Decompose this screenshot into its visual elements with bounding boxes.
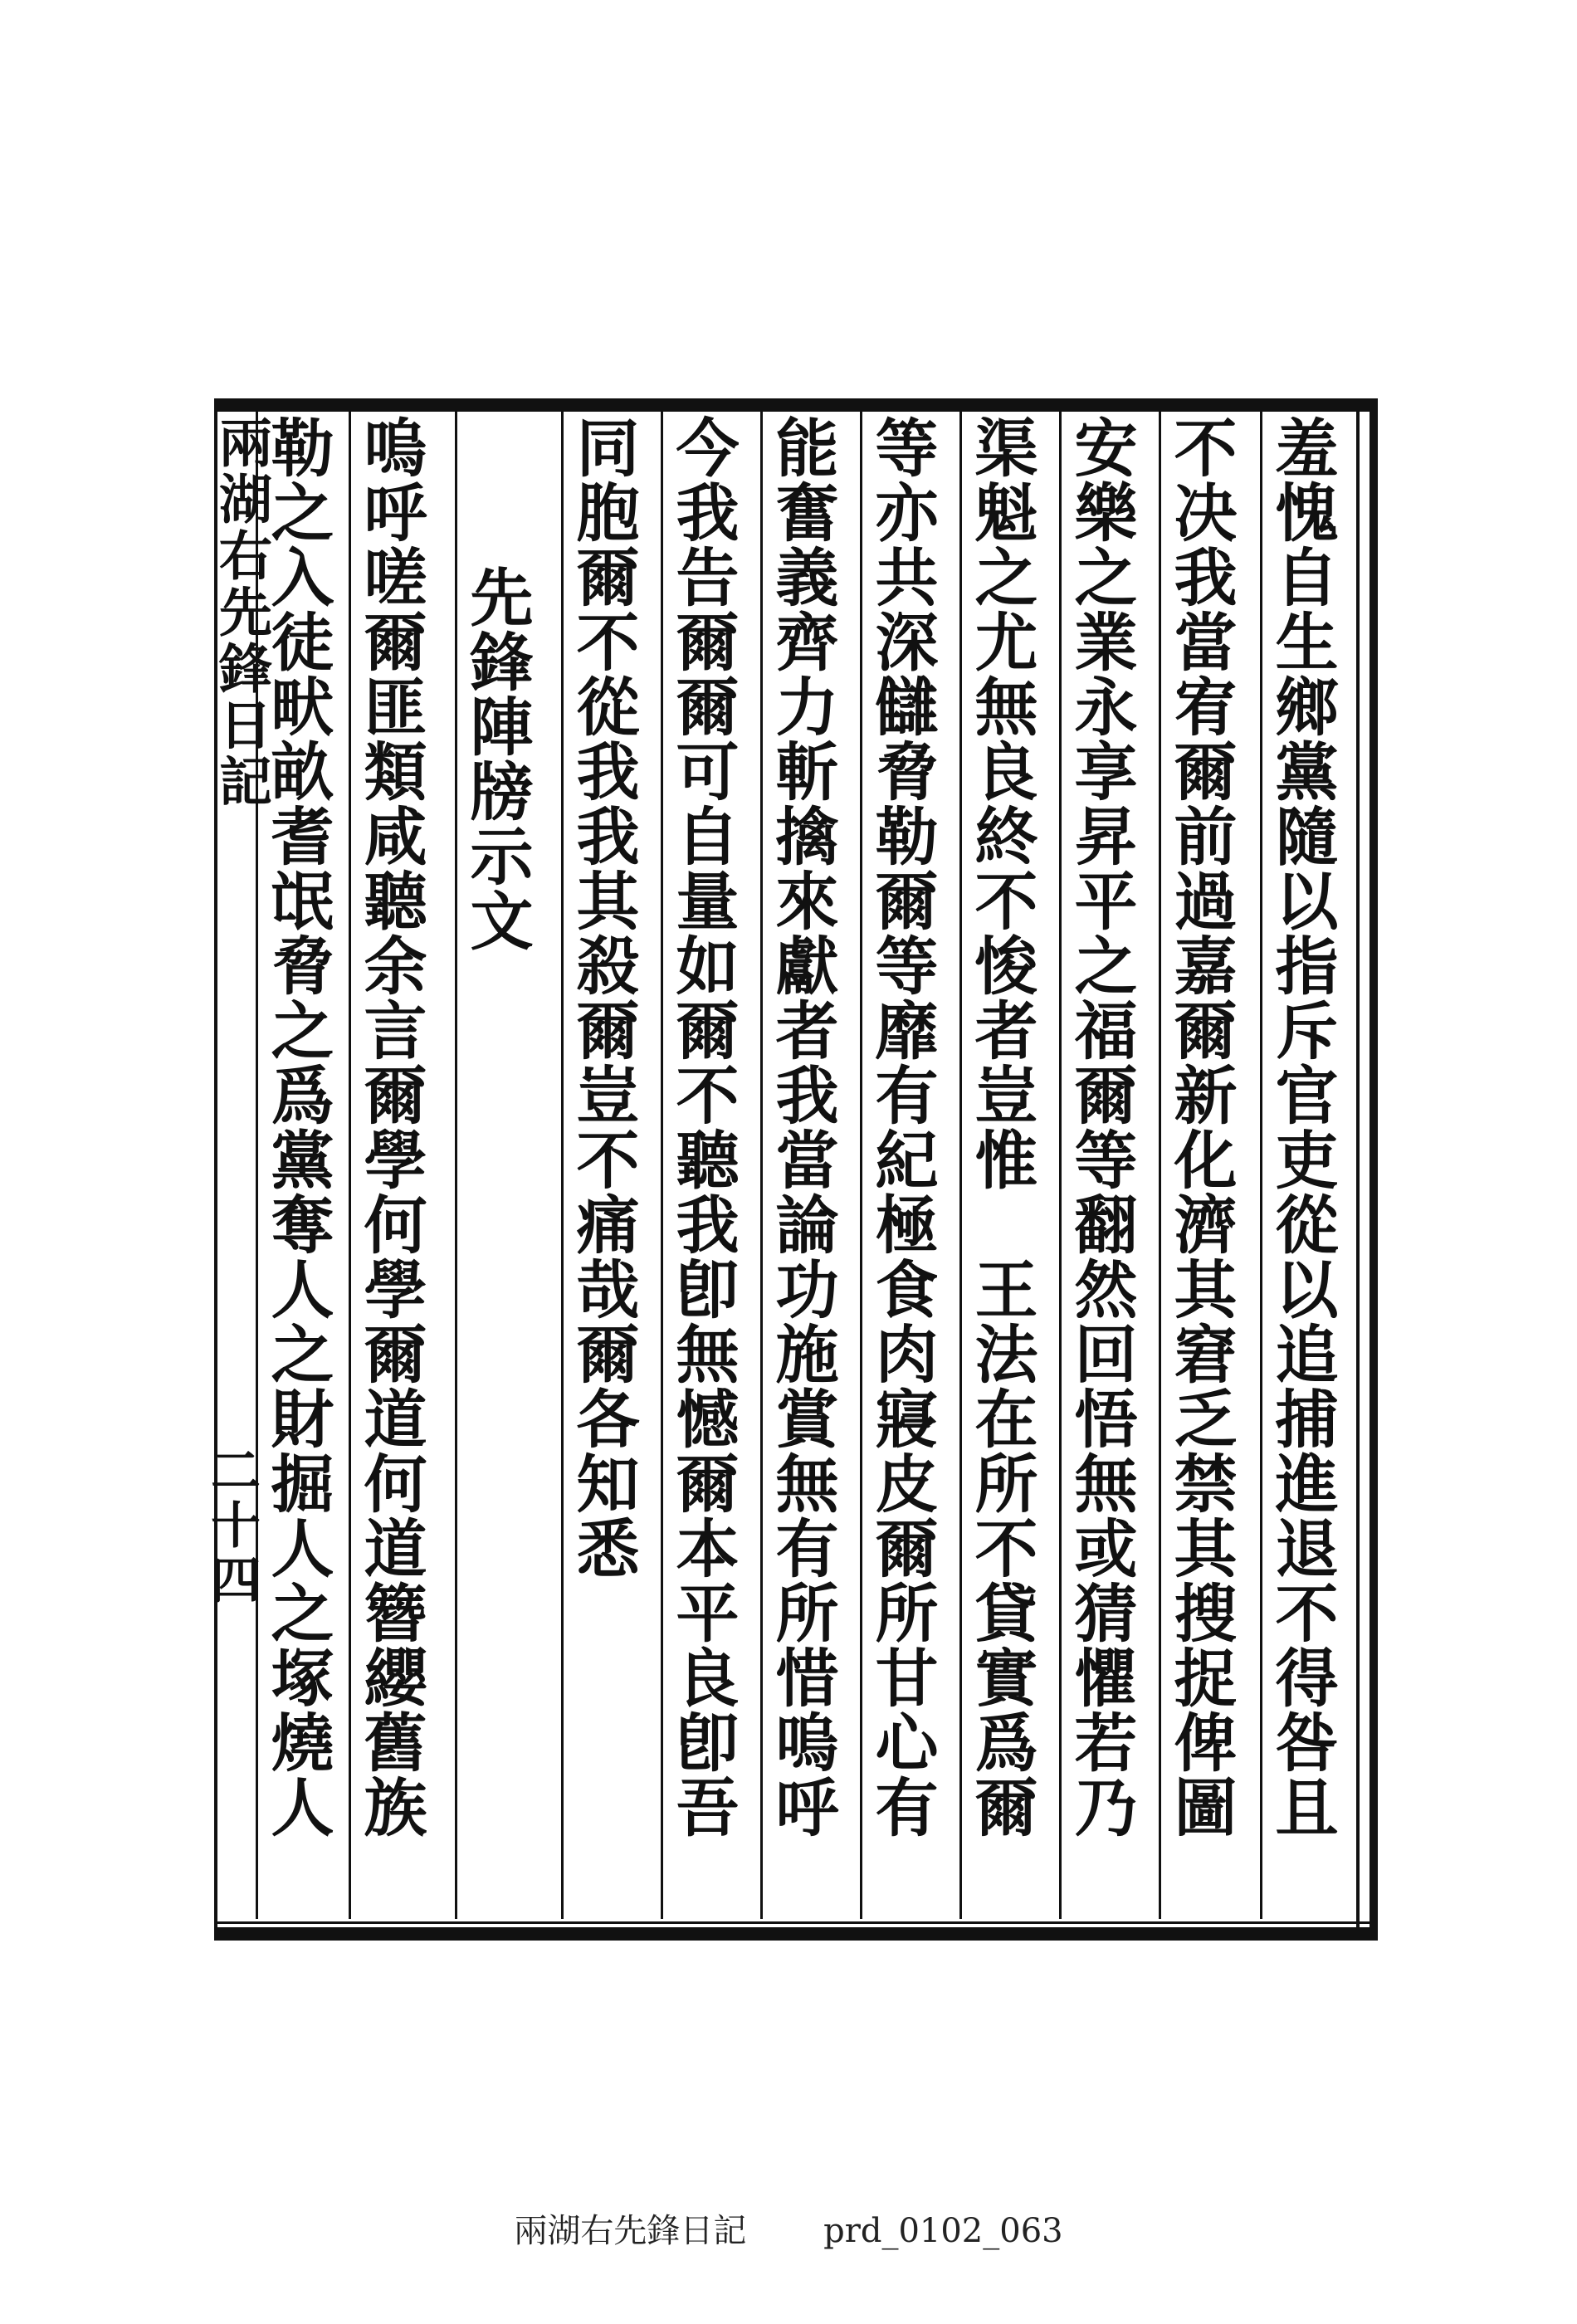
text-column-3: 安樂之業永享昇平之福爾等翻然回悟無或猜懼若乃 xyxy=(1064,415,1138,1839)
text-column-7: 今我告爾爾可自量如爾不聽我卽無憾爾本平良卽吾 xyxy=(666,415,740,1839)
text-column-2: 不决我當宥爾前過嘉爾新化濟其窘乏禁其搜捉俾圖 xyxy=(1164,415,1238,1839)
text-column-6: 能奮義齊力斬擒來獻者我當論功施賞無有所惜嗚呼 xyxy=(765,415,839,1839)
column-rule xyxy=(455,412,457,1919)
column-rule xyxy=(1159,412,1161,1919)
caption-id: prd_0102_063 xyxy=(823,2212,1063,2250)
column-rule xyxy=(959,412,962,1919)
text-column-10: 嗚呼嗟爾匪類咸聽余言爾學何學爾道何道簪纓舊族 xyxy=(354,415,427,1839)
column-rule xyxy=(561,412,564,1919)
caption-title: 兩湖右先鋒日記 xyxy=(514,2212,747,2250)
section-heading: 先鋒陣牓示文 xyxy=(460,564,534,953)
column-rule xyxy=(349,412,351,1919)
text-column-1: 羞愧自生鄉黨隨以指斥官吏從以追捕進退不得咎且 xyxy=(1265,415,1339,1839)
footer-caption xyxy=(0,2204,1577,2252)
text-column-4: 渠魁之尤無良終不悛者豈惟 王法在所不貸實爲爾 xyxy=(964,415,1038,1839)
column-rule xyxy=(760,412,763,1919)
margin-page-number: 二十四 xyxy=(203,1444,261,1609)
text-column-11: 勒之入徒畎畝耆氓脅之爲黨奪人之財掘人之塚燒人 xyxy=(261,415,334,1839)
column-rule xyxy=(661,412,663,1919)
column-rule xyxy=(1260,412,1262,1919)
text-column-8: 同胞爾不從我我其殺爾豈不痛哉爾各知悉 xyxy=(566,415,640,1580)
column-rule xyxy=(860,412,862,1919)
margin-book-title: 兩湖右先鋒日記 xyxy=(210,415,272,810)
text-column-5: 等亦共深讎脅勒爾等靡有紀極食肉寢皮爾所甘心有 xyxy=(865,415,939,1839)
column-rule xyxy=(1059,412,1062,1919)
